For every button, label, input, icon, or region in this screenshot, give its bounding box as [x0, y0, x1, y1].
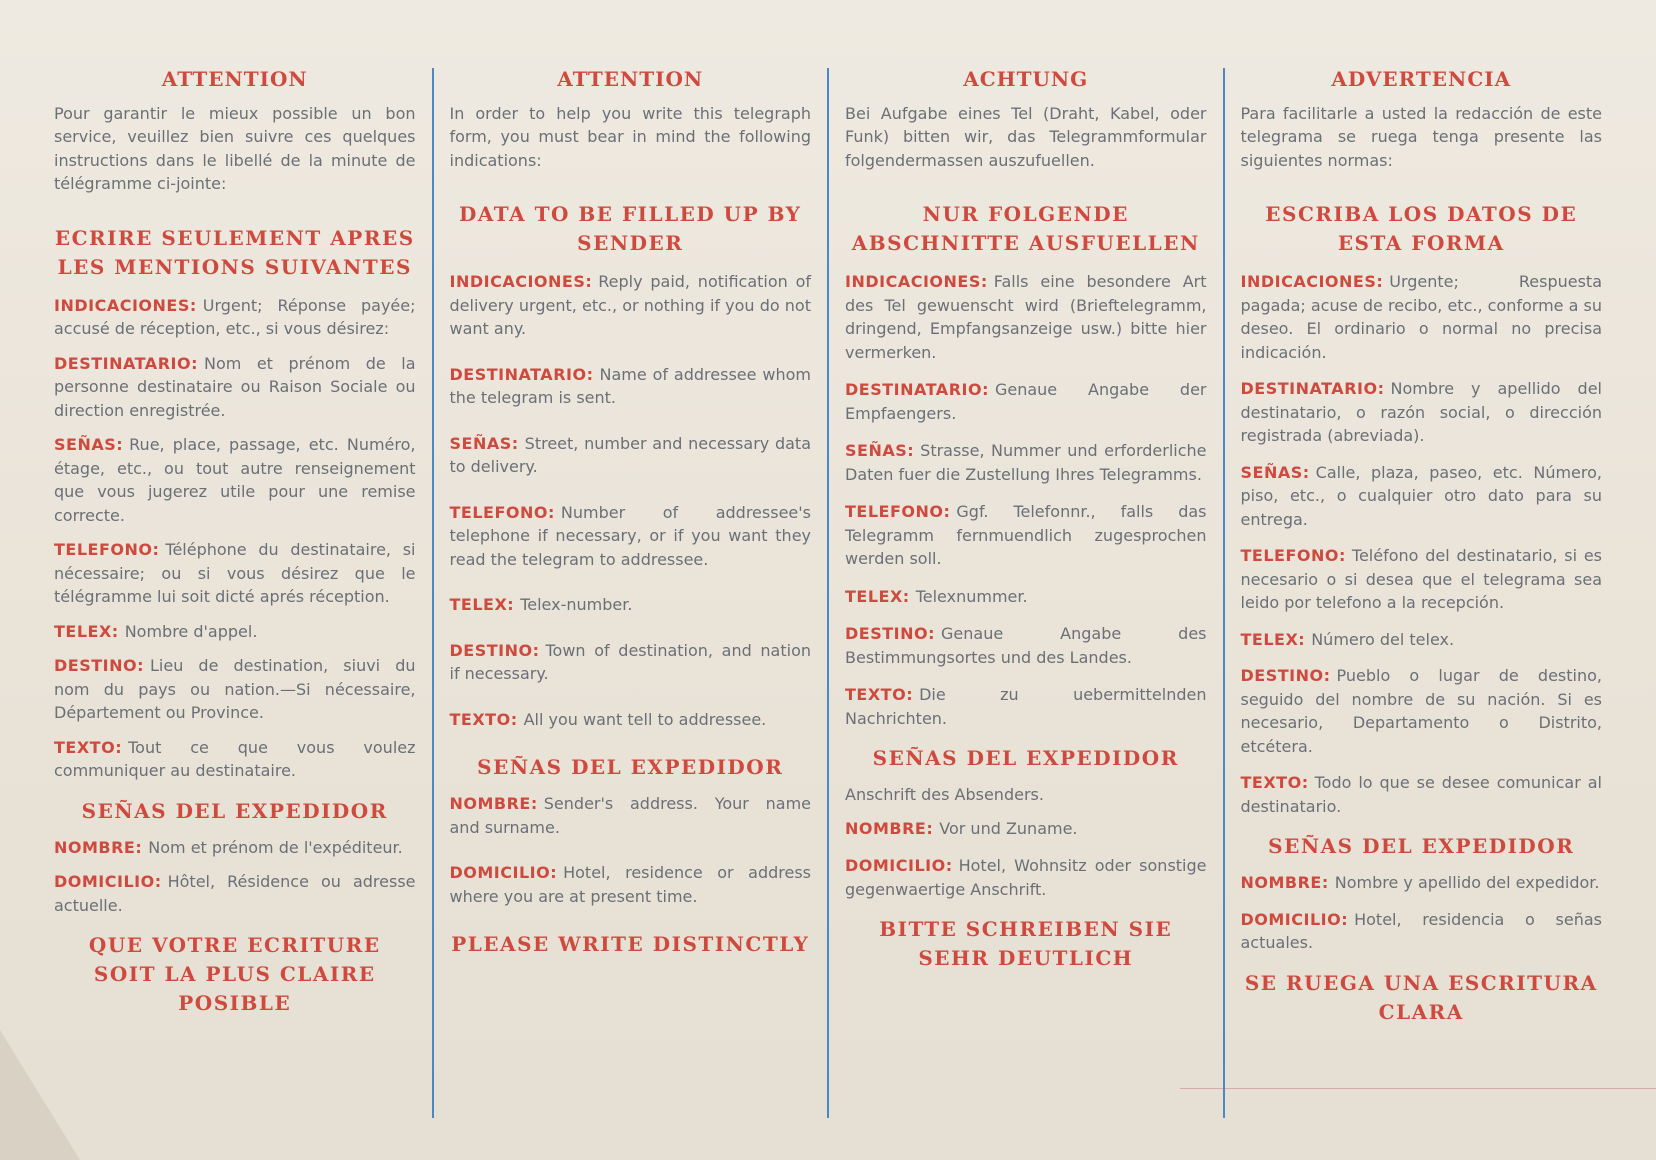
field-label: DOMICILIO:	[1240, 909, 1349, 929]
field-label: DOMICILIO:	[54, 872, 162, 891]
field-label: DESTINO:	[54, 656, 144, 675]
section-heading-instructions: DATA TO BE FILLED UP BY SENDER	[459, 202, 802, 255]
field-label: TEXTO:	[845, 685, 914, 704]
instruction-item	[845, 439, 1207, 486]
instruction-item	[450, 432, 812, 479]
field-description: Vor und Zuname.	[939, 818, 1078, 838]
instruction-item	[1241, 771, 1603, 818]
section-heading-sender: SEÑAS DEL EXPEDIDOR	[477, 755, 784, 779]
section-heading-instructions: ESCRIBA LOS DATOS DE ESTA FORMA	[1265, 202, 1578, 255]
field-description: Nombre y apellido del expedidor.	[1334, 873, 1600, 892]
section-heading-sender: SEÑAS DEL EXPEDIDOR	[81, 798, 388, 823]
instruction-item	[1241, 544, 1603, 615]
field-label: TELEX:	[54, 621, 119, 641]
section-heading-sender: SEÑAS DEL EXPEDIDOR	[872, 746, 1179, 770]
instruction-item	[845, 378, 1207, 425]
field-label: TELEFONO:	[1240, 546, 1346, 565]
sender-item	[54, 836, 416, 860]
field-description: Nom et prénom de la personne destinataire ou Raison Sociale ou direction enregistrée.	[54, 353, 416, 420]
field-label: DESTINATARIO:	[845, 380, 989, 399]
field-description: Number of addressee's telephone if necessary, or if you want they read the telegram to addressee.	[449, 502, 811, 569]
field-label: TELEFONO:	[54, 540, 160, 559]
field-description: Calle, plaza, paseo, etc. Número, piso, etc., o cualquier otro dato para su entrega.	[1240, 462, 1602, 529]
field-description: Strasse, Nummer und erforderliche Daten fuer die Zustellung Ihres Telegramms.	[845, 441, 1207, 484]
field-label: DESTINO:	[845, 624, 935, 643]
field-description: Tout ce que vous voulez communiquer au destinataire.	[54, 737, 416, 780]
field-label: NOMBRE:	[845, 818, 934, 838]
column-french	[38, 68, 432, 1118]
field-description: Rue, place, passage, etc. Numéro, étage, etc., ou tout autre renseignement que vous jugerez utile pour une remise correcte.	[54, 435, 416, 525]
field-description: Ggf. Telefonnr., falls das Telegramm fernmuendlich zugesprochen werden soll.	[845, 502, 1207, 568]
field-description: Sender's address. Your name and surname.	[449, 794, 811, 837]
intro-paragraph: Bei Aufgabe eines Tel (Draht, Kabel, oder Funk) bitten wir, das Telegrammformular folgendermassen auszufuellen.	[845, 103, 1207, 170]
instruction-item	[54, 538, 416, 609]
section-heading-sender: SEÑAS DEL EXPEDIDOR	[1268, 834, 1575, 858]
column-title: ACHTUNG	[963, 67, 1089, 91]
field-label: DOMICILIO:	[449, 863, 558, 882]
instruction-item	[1241, 461, 1603, 532]
sender-item	[1241, 871, 1603, 895]
intro-paragraph: In order to help you write this telegraph form, you must bear in mind the following indications:	[449, 103, 811, 170]
field-description: Hôtel, Résidence ou adresse actuelle.	[54, 872, 416, 915]
field-description: Urgente; Respuesta pagada; acuse de recibo, etc., conforme a su deseo. El ordinario o normal no precisa indicación.	[1240, 272, 1602, 362]
instruction-item	[845, 585, 1207, 609]
field-description: Teléfono del destinatario, si es necesario o si desea que el telegrama sea leido por telefono a la recepción.	[1240, 546, 1602, 612]
field-description: Nombre d'appel.	[124, 621, 258, 641]
field-description: Todo lo que se desee comunicar al destinatario.	[1240, 773, 1602, 816]
field-label: SEÑAS:	[54, 435, 124, 454]
closing-heading: PLEASE WRITE DISTINCTLY	[451, 932, 810, 956]
instruction-item	[845, 500, 1207, 571]
closing-heading: BITTE SCHREIBEN SIE SEHR DEUTLICH	[879, 917, 1173, 970]
field-label: DESTINO:	[1240, 666, 1331, 685]
closing-heading: SE RUEGA UNA ESCRITURA CLARA	[1244, 970, 1598, 1024]
intro-paragraph: Para facilitarle a usted la redacción de este telegrama se ruega tenga presente las siguientes normas:	[1240, 103, 1602, 170]
field-description: Hotel, residencia o señas actuales.	[1240, 909, 1602, 952]
sender-item	[450, 861, 812, 908]
field-label: NOMBRE:	[54, 837, 143, 857]
field-label: TEXTO:	[1240, 773, 1309, 792]
field-label: TEXTO:	[449, 709, 518, 729]
field-label: DESTINATARIO:	[449, 364, 594, 384]
instruction-item	[54, 294, 416, 341]
instruction-item	[54, 654, 416, 725]
field-label: DOMICILIO:	[845, 856, 953, 875]
field-description: Falls eine besondere Art des Tel gewuenscht wird (Brieftelegramm, dringend, Empfangsanzeige usw.) bitte hier vermerken.	[845, 272, 1207, 362]
field-description: Reply paid, notification of delivery urgent, etc., or nothing if you do not want any.	[449, 272, 811, 338]
sender-note: Anschrift des Absenders.	[845, 785, 1044, 804]
field-label: INDICACIONES:	[449, 272, 593, 291]
instruction-item	[845, 683, 1207, 730]
instruction-item	[54, 736, 416, 783]
field-description: Lieu de destination, siuvi du nom du pays ou nation.—Si nécessaire, Département ou Province.	[54, 656, 416, 722]
column-spanish	[1223, 68, 1619, 1118]
instruction-item	[54, 433, 416, 527]
field-label: INDICACIONES:	[1240, 272, 1384, 291]
instruction-item	[54, 352, 416, 423]
column-title: ATTENTION	[557, 67, 704, 91]
field-description: Die zu uebermittelnden Nachrichten.	[845, 685, 1207, 728]
instruction-item	[450, 363, 812, 410]
column-german	[827, 68, 1223, 1118]
section-heading-instructions: NUR FOLGENDE ABSCHNITTE AUSFUELLEN	[851, 202, 1200, 255]
instruction-item	[450, 639, 812, 686]
field-label: NOMBRE:	[1240, 873, 1329, 892]
field-label: DESTINATARIO:	[54, 353, 198, 373]
field-description: Genaue Angabe des Bestimmungsortes und des Landes.	[845, 624, 1207, 667]
field-description: Téléphone du destinataire, si nécessaire; ou si vous désirez que le télégramme lui soit dicté aprés réception.	[54, 540, 416, 606]
field-label: TEXTO:	[54, 737, 123, 757]
field-label: TELEFONO:	[449, 502, 555, 522]
instruction-item	[1241, 270, 1603, 364]
column-title: ADVERTENCIA	[1331, 67, 1512, 91]
column-title: ATTENTION	[161, 67, 308, 91]
instruction-item	[1241, 664, 1603, 758]
field-description: Hotel, residence or address where you are at present time.	[449, 863, 811, 906]
field-description: Street, number and necessary data to delivery.	[449, 433, 811, 476]
field-description: Telexnummer.	[915, 586, 1028, 606]
field-description: Hotel, Wohnsitz oder sonstige gegenwaertige Anschrift.	[845, 856, 1207, 899]
field-label: DESTINO:	[449, 640, 540, 660]
sender-item	[845, 854, 1207, 901]
instruction-item	[450, 593, 812, 617]
field-description: Nombre y apellido del destinatario, o razón social, o dirección registrada (abreviada).	[1240, 379, 1602, 445]
field-description: Name of addressee whom the telegram is sent.	[449, 364, 811, 407]
field-description: Telex-number.	[520, 595, 633, 614]
instruction-item	[450, 708, 812, 732]
sender-item	[845, 817, 1207, 841]
field-label: DESTINATARIO:	[1240, 379, 1385, 398]
sender-item	[450, 792, 812, 839]
field-label: INDICACIONES:	[54, 295, 197, 315]
instruction-item	[450, 270, 812, 341]
field-label: SEÑAS:	[1240, 462, 1310, 482]
field-description: Genaue Angabe der Empfaengers.	[845, 380, 1207, 423]
instruction-item	[845, 622, 1207, 669]
field-description: Urgent; Réponse payée; accusé de réception, etc., si vous désirez:	[54, 295, 416, 338]
field-description: Número del telex.	[1311, 629, 1455, 649]
closing-heading: QUE VOTRE ECRITURE SOIT LA PLUS CLAIRE POSIBLE	[88, 933, 381, 1015]
field-label: INDICACIONES:	[845, 272, 988, 291]
instruction-item	[1241, 628, 1603, 652]
column-english	[432, 68, 828, 1118]
field-label: SEÑAS:	[449, 433, 519, 453]
intro-paragraph: Pour garantir le mieux possible un bon service, veuillez bien suivre ces quelques instructions dans le libellé de la minute de télégramme ci-jointe:	[54, 103, 416, 193]
instruction-item	[845, 270, 1207, 364]
field-label: TELEFONO:	[845, 502, 951, 521]
field-label: SEÑAS:	[845, 441, 915, 460]
field-label: NOMBRE:	[449, 794, 538, 813]
language-columns	[38, 68, 1618, 1118]
instruction-item	[450, 501, 812, 572]
field-label: TELEX:	[1240, 629, 1306, 649]
field-description: Town of destination, and nation if necessary.	[449, 640, 811, 683]
instruction-item	[54, 620, 416, 644]
field-description: Pueblo o lugar de destino, seguido del nombre de su nación. Si es necesario, Departamento o Distrito, etcétera.	[1240, 666, 1602, 756]
field-description: All you want tell to addressee.	[523, 709, 767, 729]
field-label: TELEX:	[845, 586, 910, 606]
field-description: Nom et prénom de l'expéditeur.	[148, 837, 403, 857]
sender-item	[1241, 908, 1603, 955]
section-heading-instructions: ECRIRE SEULEMENT APRES LES MENTIONS SUIVANTES	[54, 225, 415, 279]
field-label: TELEX:	[449, 595, 515, 614]
sender-item	[54, 870, 416, 917]
instruction-item	[1241, 377, 1603, 448]
